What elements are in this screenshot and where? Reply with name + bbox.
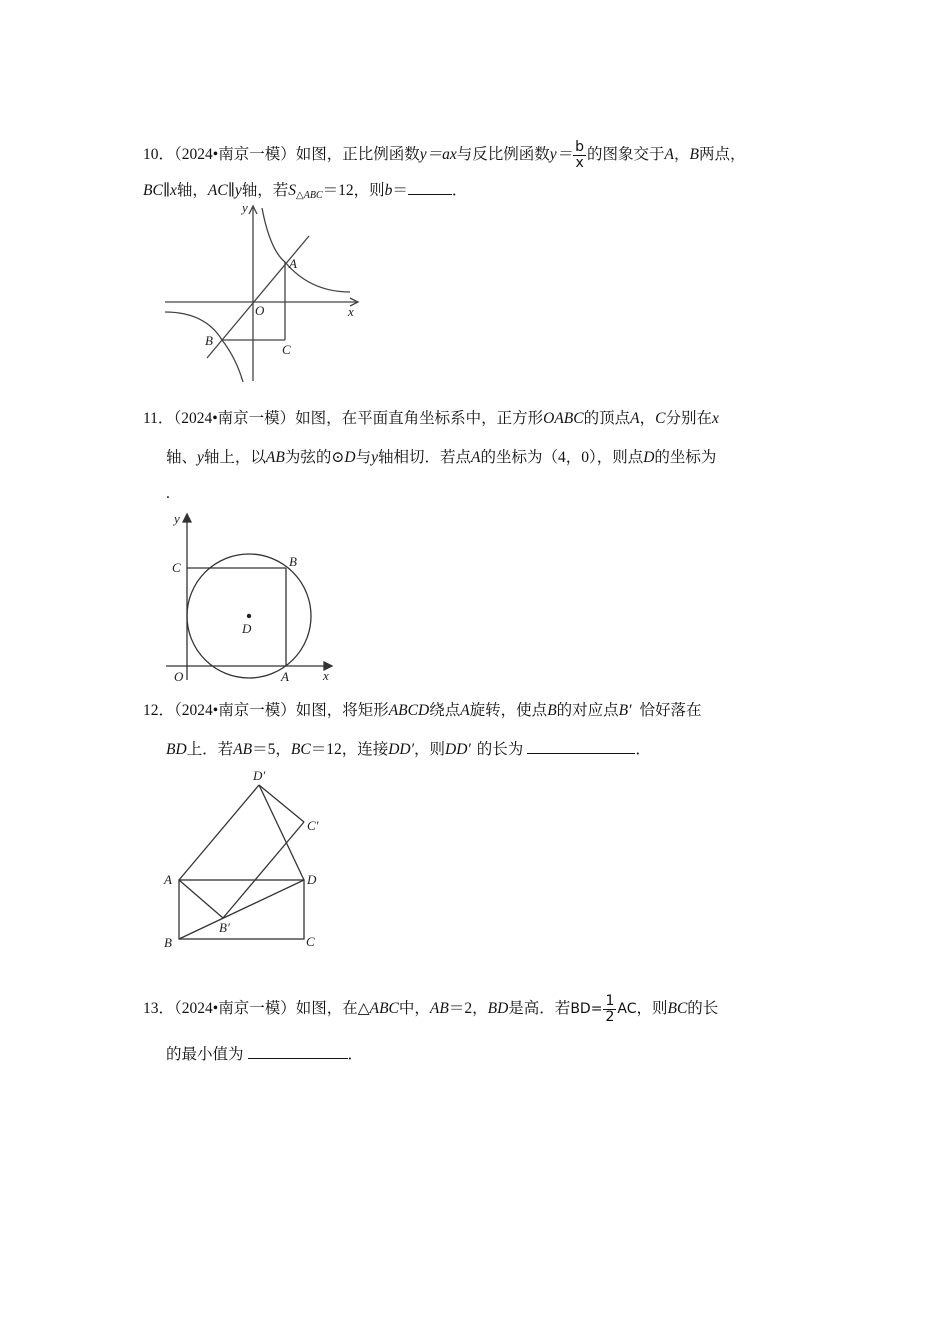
text: 恰好落在 [639,702,702,719]
label-B: B [289,554,297,569]
question-10-line-1 [143,140,746,171]
text: DD′ [388,741,414,758]
question-12-line-1 [143,701,702,721]
label-A: A [281,669,289,684]
text: A [460,702,470,719]
text: ＝5， [252,741,291,758]
text: ，则 [636,1000,668,1018]
text: 分别在 [665,410,712,427]
question-number: 11． [143,410,174,427]
label-A: A [289,256,297,271]
subscript: △ABC [296,190,323,201]
segment-D-prime-D [259,785,304,880]
question-source: （2024•南京一模） [173,410,296,427]
text: y [197,449,204,466]
label-x: x [348,304,354,319]
text: 的长为 [476,741,524,758]
parallel-symbol: ∥ [162,182,170,199]
text: 是高．若 [508,1000,571,1018]
segment-AD-prime [179,785,259,880]
equation: BD= [570,1001,603,1018]
text: 轴上，以 [203,449,266,466]
text: 与 [355,449,372,466]
text: 为弦的⊙ [284,449,345,466]
text: 如图，在平面直角坐标系中，正方形 [295,410,544,427]
text: 中， [398,1000,430,1018]
fraction-b-over-x [573,140,586,171]
label-B-prime: B′ [219,920,230,935]
segment-C-prime-B-prime [223,822,304,918]
equation: AC [617,1001,637,1018]
answer-blank[interactable] [248,1044,348,1059]
text: ． [451,182,468,199]
text: 的图象交于 [587,146,665,164]
question-source: （2024•南京一模） [174,146,296,164]
text: 的顶点 [583,410,631,427]
question-12-line-2 [166,739,651,760]
text: 的坐标为（4，0），则点 [480,449,644,466]
text: A [470,449,481,466]
text: AB [429,1000,449,1018]
label-x: x [323,668,329,683]
diagonal-BD [179,880,304,939]
denominator: x [575,155,584,171]
question-13-line-2 [166,1044,363,1065]
answer-blank[interactable] [527,739,635,754]
label-O: O [255,303,265,318]
figure-q10 [155,195,375,390]
text: BC [143,182,163,199]
text: OABC [543,410,584,427]
text: 的最小值为 [166,1046,244,1063]
question-11-line-2 [166,448,716,468]
text: BC [667,1000,688,1018]
fraction-one-half [603,994,616,1025]
text: ABCD [388,702,430,719]
text: D [344,449,356,466]
point-label: A [664,146,675,164]
point-label: B [689,146,699,164]
text: 轴相切．若点 [377,449,471,466]
question-source: （2024•南京一模） [174,1000,296,1018]
figure-q11 [160,505,340,690]
hyperbola-branch-2 [165,312,243,382]
answer-blank[interactable] [408,180,452,195]
text: DD′ [445,741,471,758]
text: x [169,182,177,199]
segment-AB-prime [179,880,223,918]
text: AC [207,182,228,199]
text: D [643,449,655,466]
numerator: 1 [605,993,615,1009]
text: 旋转，使点 [469,702,548,719]
question-number: 12． [143,702,175,719]
text: y [234,182,242,199]
text: 轴，若 [241,182,289,199]
text: y [371,449,378,466]
question-source: （2024•南京一模） [174,702,296,719]
numerator: b [575,139,585,155]
label-C: C [172,560,181,575]
text: AB [233,741,253,758]
text: ， [674,146,690,164]
label-A: A [164,872,172,887]
equation: y＝ax [419,146,457,164]
text: 上．若 [186,741,234,758]
text: BD [487,1000,509,1018]
text: C [655,410,666,427]
question-13-line-1 [143,994,718,1025]
y-axis-arrow-icon [183,514,191,522]
label-C-prime: C′ [307,818,319,833]
center-point-D [247,614,251,618]
text: . [166,485,170,502]
text: 轴、 [166,449,198,466]
label-y: y [174,511,180,526]
text: B′ [618,702,632,719]
text: 的坐标为 [654,449,717,466]
text: 的长 [687,1000,719,1018]
question-11-line-1 [143,409,719,429]
segment-D-prime-C-prime [259,785,304,822]
figure-q12 [155,760,335,955]
text: ＝ [392,182,408,199]
text: 如图，正比例函数 [295,146,420,164]
label-B: B [164,935,172,950]
question-number: 10． [143,146,175,164]
label-C: C [282,342,291,357]
equation: y＝ [549,146,573,164]
text: A [630,410,640,427]
text: 两点， [699,146,746,164]
text: AB [265,449,285,466]
text: x [711,410,719,427]
text: ． [347,1046,364,1063]
text: 绕点 [429,702,461,719]
text: BC [290,741,311,758]
text: ABC [369,1000,399,1018]
text: ＝12，连接 [310,741,389,758]
text: ， [639,410,656,427]
text: ，则 [414,741,446,758]
text: 轴， [176,182,208,199]
text: ＝12，则 [322,182,385,199]
text: 的对应点 [556,702,619,719]
question-number: 13． [143,1000,175,1018]
label-y: y [242,200,248,215]
text: ＝2， [448,1000,488,1018]
hyperbola-branch-1 [262,208,350,292]
text: BD [166,741,187,758]
text: b [384,182,393,199]
parallel-symbol: ∥ [227,182,235,199]
text: ． [635,741,651,758]
text: 如图，在△ [295,1000,370,1018]
label-D: D [242,621,252,636]
label-D-prime: D′ [253,768,266,783]
label-C: C [306,934,315,949]
text: 如图，将矩形 [295,702,389,719]
text: 与反比例函数 [456,146,550,164]
text: B [547,702,557,719]
area-symbol: S [288,182,297,199]
label-D: D [307,872,317,887]
label-O: O [174,669,184,684]
question-11-line-3 [166,484,170,504]
denominator: 2 [605,1009,615,1025]
label-B: B [205,333,213,348]
